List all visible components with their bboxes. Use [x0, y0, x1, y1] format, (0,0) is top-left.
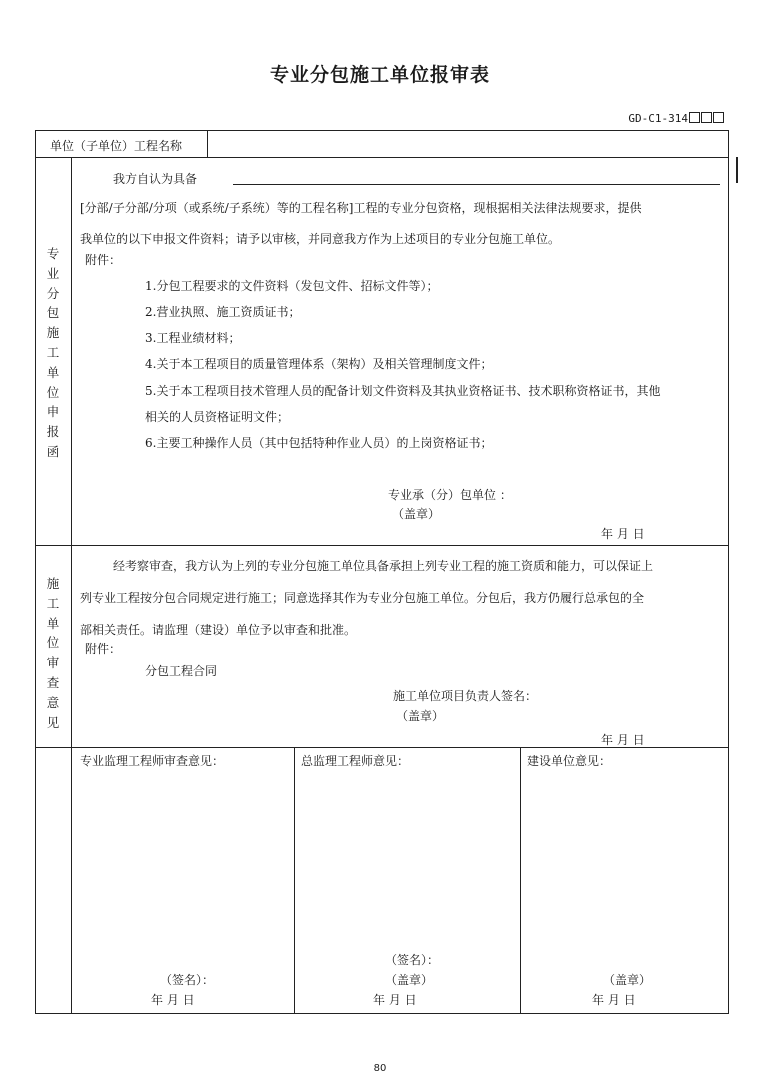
chief-supervisor-date: 年 月 日	[373, 993, 417, 1007]
section2-side-label: 施工单位审查意见	[46, 576, 60, 730]
section1-para-line1: [分部/子分部/分项（或系统/子系统）等的工程名称]工程的专业分包资格，现根据相关法律法规要求，提供	[80, 201, 642, 215]
attachment-item: 6.主要工种操作人员（其中包括特种作业人员）的上岗资格证书；	[145, 436, 493, 450]
chief-supervisor-heading: 总监理工程师意见：	[301, 754, 410, 768]
project-name-label: 单位（子单位）工程名称	[50, 139, 183, 153]
owner-date: 年 月 日	[592, 993, 636, 1007]
attachment-item: 4.关于本工程项目的质量管理体系（架构）及相关管理制度文件；	[145, 357, 493, 371]
table-rule	[71, 157, 72, 1014]
section2-date: 年 月 日	[601, 733, 645, 747]
project-name-field[interactable]	[214, 137, 719, 153]
owner-opinion-heading: 建设单位意见：	[527, 754, 612, 768]
qualification-underline	[233, 184, 720, 185]
supervisor-sign: （签名）：	[160, 973, 215, 987]
table-rule	[35, 1013, 729, 1014]
owner-seal: （盖章）	[603, 973, 652, 987]
contractor-sign-label: 施工单位项目负责人签名：	[393, 689, 538, 703]
section1-date: 年 月 日	[601, 527, 645, 541]
supervisor-date: 年 月 日	[151, 993, 195, 1007]
attachment-item: 3.工程业绩材料；	[145, 331, 241, 345]
code-box	[701, 112, 712, 123]
table-rule	[35, 157, 729, 158]
code-box	[713, 112, 724, 123]
section2-attach-label: 附件：	[85, 642, 122, 656]
attachment-item: 相关的人员资格证明文件；	[145, 410, 290, 424]
page-title: 专业分包施工单位报审表	[269, 64, 490, 86]
form-code	[628, 112, 724, 125]
section2-seal: （盖章）	[396, 709, 445, 723]
section2-attach-item: 分包工程合同	[145, 664, 218, 678]
section1-para-line2: 我单位的以下申报文件资料；请予以审核，并同意我方作为上述项目的专业分包施工单位。	[80, 232, 561, 246]
form-code-text: GD-C1-314	[628, 112, 688, 125]
attachment-item: 2.营业执照、施工资质证书；	[145, 305, 301, 319]
chief-supervisor-sign: （签名）：	[385, 953, 440, 967]
section1-side-label: 专业分包施工单位申报函	[46, 246, 60, 459]
section1-intro: 我方自认为具备	[113, 172, 198, 186]
table-rule	[728, 130, 729, 1014]
table-rule	[35, 130, 36, 1014]
table-rule	[207, 130, 208, 158]
table-rule	[520, 747, 521, 1014]
section2-para-line2: 列专业工程按分包合同规定进行施工；同意选择其作为专业分包施工单位。分包后，我方仍履行总承包的全	[80, 591, 645, 605]
supervisor-opinion-heading: 专业监理工程师审查意见：	[80, 754, 225, 768]
section1-attach-label: 附件：	[85, 253, 122, 267]
code-box	[689, 112, 700, 123]
section2-para-line1: 经考察审查，我方认为上列的专业分包施工单位具备承担上列专业工程的施工资质和能力，可以保证上	[113, 559, 654, 573]
table-rule	[35, 130, 729, 131]
page-number: 80	[373, 1063, 387, 1074]
table-rule	[736, 157, 738, 183]
attachment-item: 5.关于本工程项目技术管理人员的配备计划文件资料及其执业资格证书、技术职称资格证书，其他	[145, 384, 661, 398]
attachment-item: 1.分包工程要求的文件资料（发包文件、招标文件等）；	[145, 279, 439, 293]
chief-supervisor-seal: （盖章）	[385, 973, 434, 987]
section1-seal: （盖章）	[392, 507, 441, 521]
subcontractor-sign-label: 专业承（分）包单位 ：	[388, 488, 512, 502]
section2-para-line3: 部相关责任。请监理（建设）单位予以审查和批准。	[80, 623, 357, 637]
table-rule	[35, 545, 729, 546]
table-rule	[294, 747, 295, 1014]
